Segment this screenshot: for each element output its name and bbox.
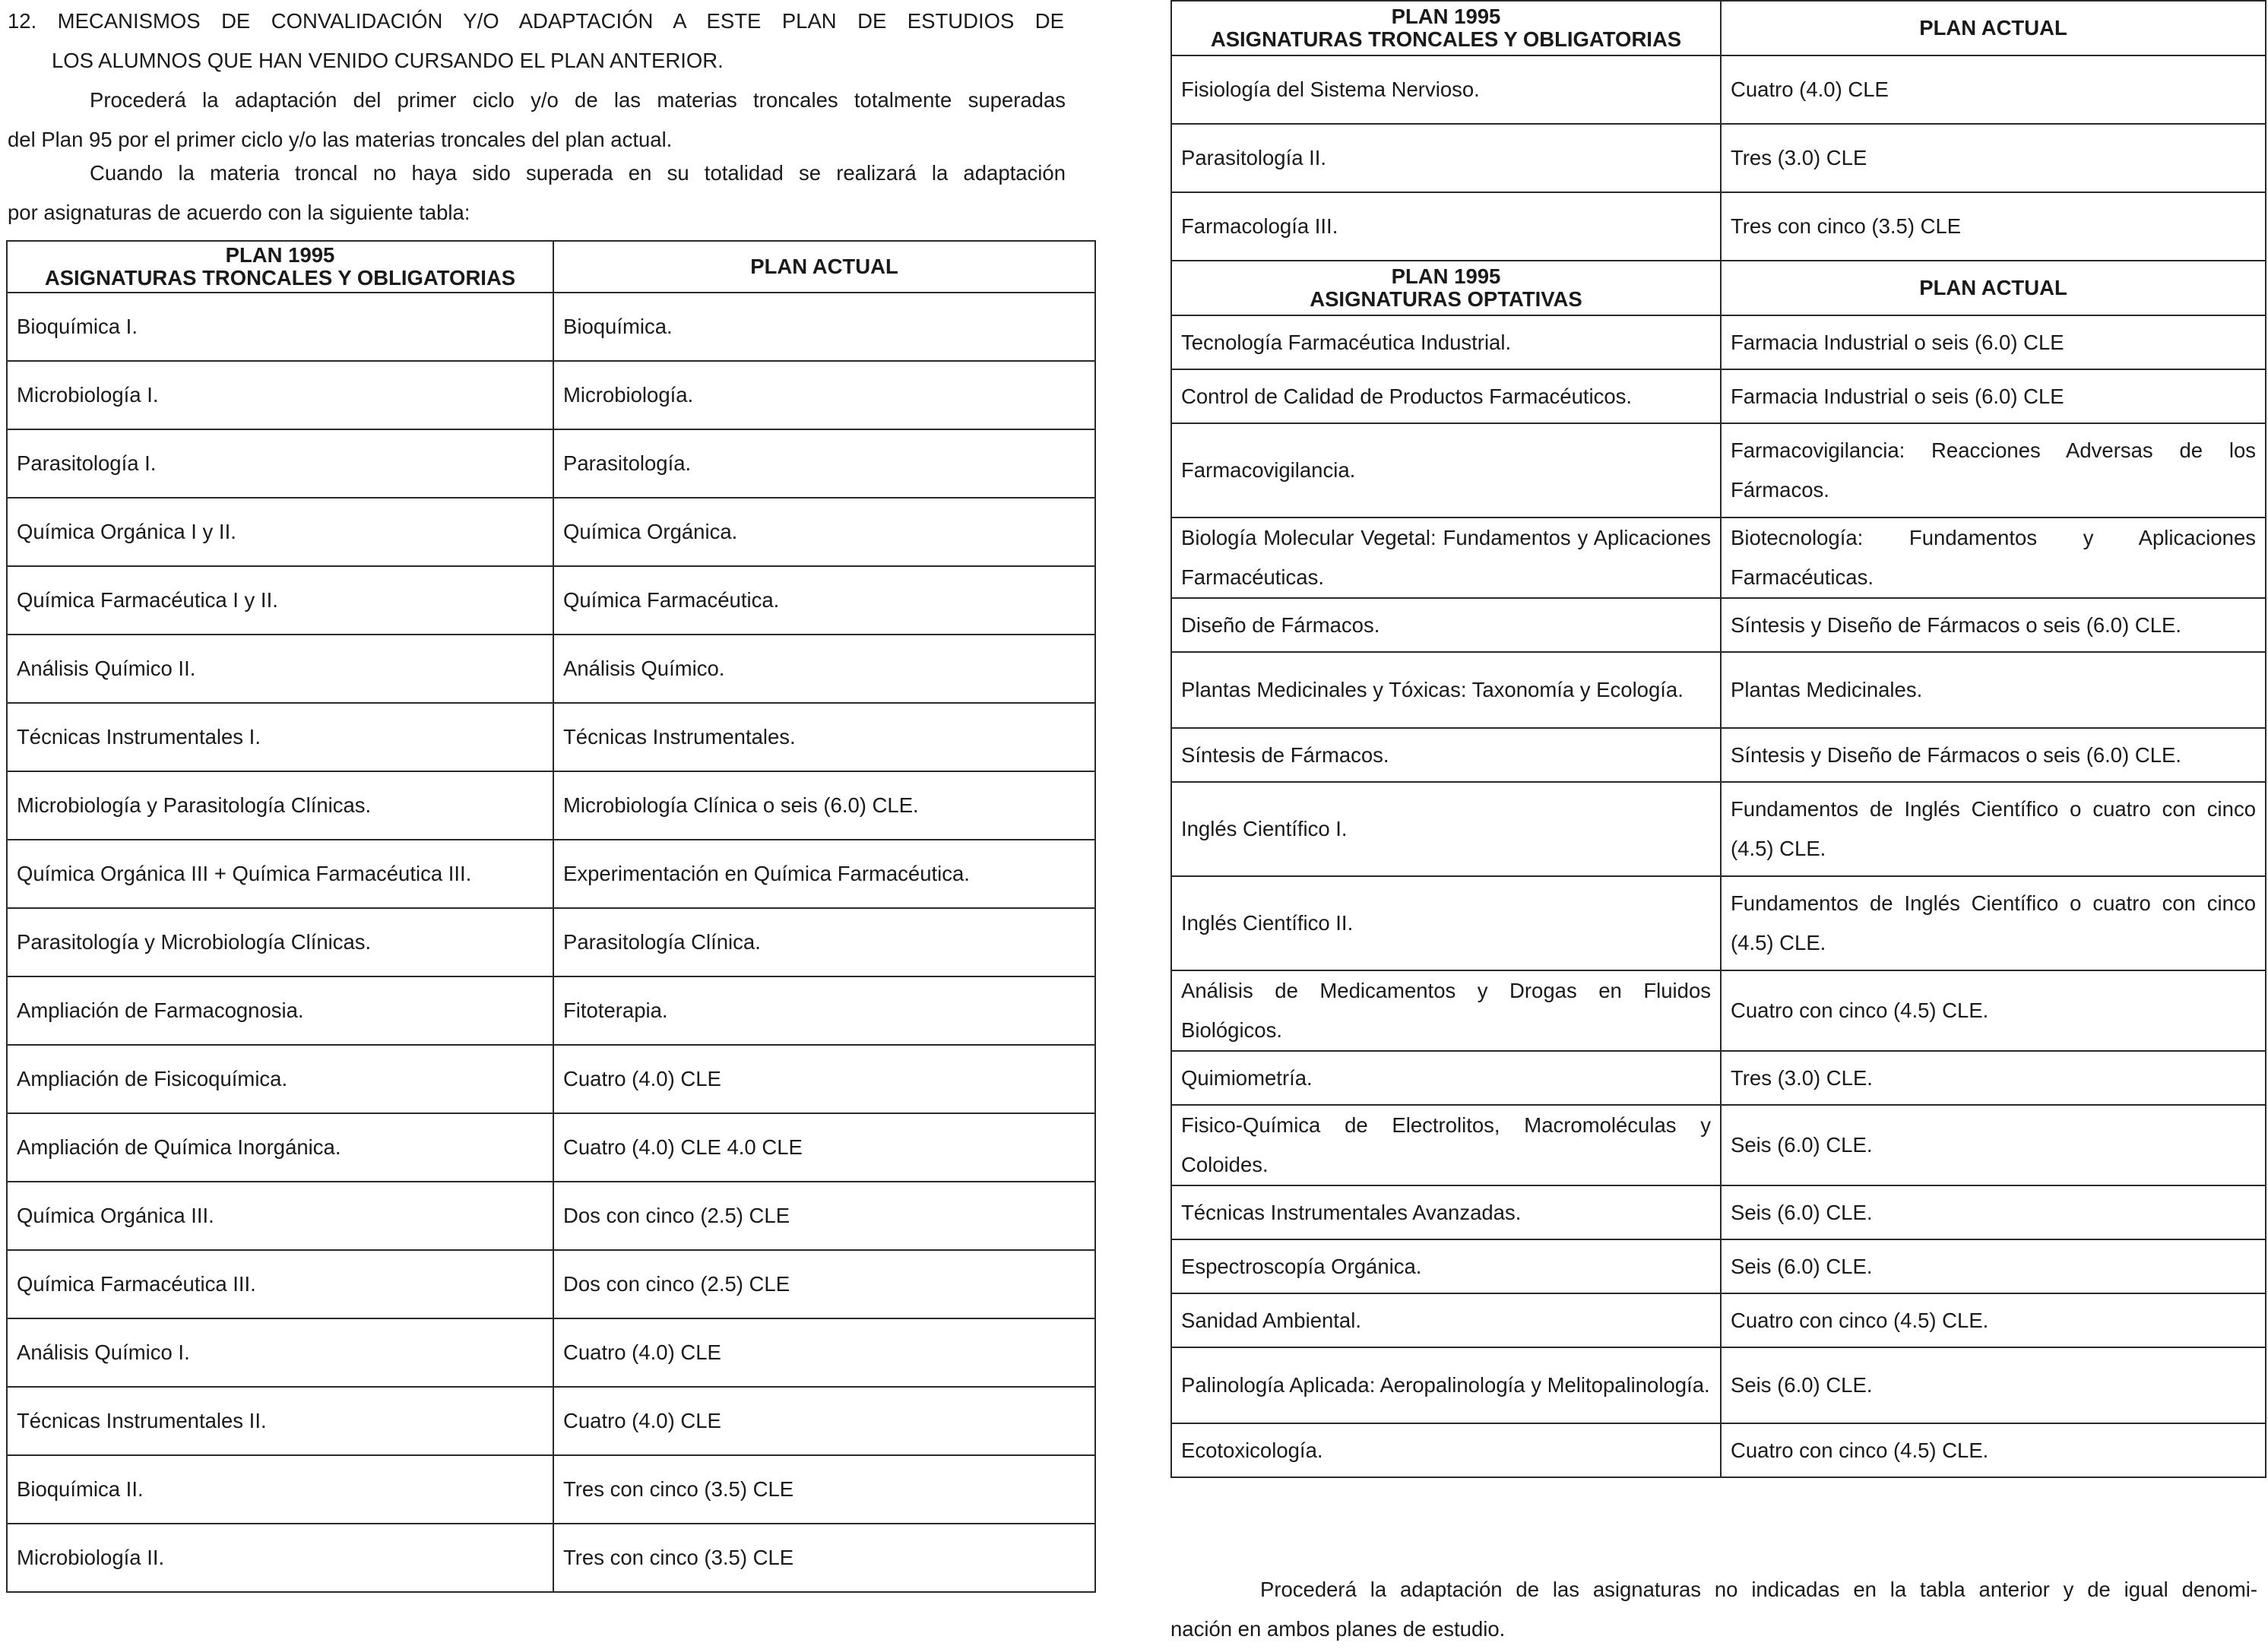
table-row	[1171, 1051, 2266, 1105]
cell-plan-actual: Microbiología Clínica o seis (6.0) CLE.	[553, 771, 1095, 840]
cell-plan1995: Ampliación de Fisicoquímica.	[7, 1045, 553, 1113]
cell-plan-actual: Tres con cinco (3.5) CLE	[553, 1524, 1095, 1592]
table-row	[1171, 1293, 2266, 1347]
cell-plan-actual: Seis (6.0) CLE.	[1721, 1239, 2266, 1293]
table-row	[1171, 1105, 2266, 1185]
table-row	[1171, 728, 2266, 782]
cell-plan1995: Parasitología I.	[7, 429, 553, 498]
table-row	[7, 566, 1095, 635]
table-row	[1171, 652, 2266, 728]
cell-plan1995: Síntesis de Fármacos.	[1171, 728, 1721, 782]
cell-plan1995: Ecotoxicología.	[1171, 1423, 1721, 1477]
cell-plan-actual: Fitoterapia.	[553, 976, 1095, 1045]
adaptation-table-troncales	[6, 240, 1096, 1593]
table-row	[1171, 1239, 2266, 1293]
heading-line: 12. MECANISMOS DE CONVALIDACIÓN Y/O ADAPTACIÓN A ESTE PLAN DE ESTUDIOS DE	[8, 9, 1064, 33]
cell-plan-actual: Química Farmacéutica.	[553, 566, 1095, 635]
table-row	[1171, 315, 2266, 369]
table-row	[7, 1524, 1095, 1592]
table-row	[7, 293, 1095, 361]
table-row	[7, 1182, 1095, 1250]
column-header-plan-actual: PLAN ACTUAL	[553, 241, 1095, 293]
table-row	[7, 840, 1095, 908]
paragraph-line: del Plan 95 por el primer ciclo y/o las materias troncales del plan actual.	[8, 128, 673, 151]
cell-plan-actual: Bioquímica.	[553, 293, 1095, 361]
cell-plan-actual: Dos con cinco (2.5) CLE	[553, 1182, 1095, 1250]
cell-plan-actual: Parasitología Clínica.	[553, 908, 1095, 976]
table-header-row	[7, 241, 1095, 293]
cell-plan1995: Farmacovigilancia.	[1171, 423, 1721, 517]
table-intro-paragraph	[8, 154, 1066, 233]
cell-plan-actual: Análisis Químico.	[553, 635, 1095, 703]
table-row	[1171, 423, 2266, 517]
column-header-plan-actual: PLAN ACTUAL	[1721, 1, 2266, 55]
cell-plan-actual: Cuatro (4.0) CLE	[553, 1387, 1095, 1455]
cell-plan1995: Parasitología y Microbiología Clínicas.	[7, 908, 553, 976]
cell-plan1995: Biología Molecular Vegetal: Fundamentos y Aplicaciones Farmacéuticas.	[1171, 517, 1721, 598]
cell-plan-actual: Biotecnología: Fundamentos y Aplicaciones Farmacéuticas.	[1721, 517, 2266, 598]
cell-plan-actual: Cuatro con cinco (4.5) CLE.	[1721, 1293, 2266, 1347]
table-row	[1171, 55, 2266, 124]
cell-plan1995: Parasitología II.	[1171, 124, 1721, 192]
table-row	[7, 703, 1095, 771]
cell-plan-actual: Cuatro (4.0) CLE 4.0 CLE	[553, 1113, 1095, 1182]
table-row	[1171, 369, 2266, 423]
closing-paragraph	[1170, 1570, 2257, 1649]
cell-plan1995: Espectroscopía Orgánica.	[1171, 1239, 1721, 1293]
cell-plan-actual: Parasitología.	[553, 429, 1095, 498]
cell-plan-actual: Seis (6.0) CLE.	[1721, 1347, 2266, 1423]
table-row	[1171, 876, 2266, 970]
paragraph-line: por asignaturas de acuerdo con la siguiente tabla:	[8, 201, 470, 224]
table-row	[7, 1113, 1095, 1182]
section-heading	[8, 2, 1064, 81]
table-row	[7, 635, 1095, 703]
table-row	[7, 1045, 1095, 1113]
table-row	[7, 976, 1095, 1045]
cell-plan1995: Bioquímica I.	[7, 293, 553, 361]
table-row	[7, 429, 1095, 498]
table-row	[1171, 598, 2266, 652]
cell-plan-actual: Seis (6.0) CLE.	[1721, 1185, 2266, 1239]
cell-plan1995: Química Orgánica III + Química Farmacéutica III.	[7, 840, 553, 908]
cell-plan1995: Diseño de Fármacos.	[1171, 598, 1721, 652]
paragraph-line: nación en ambos planes de estudio.	[1170, 1617, 1506, 1641]
cell-plan-actual: Química Orgánica.	[553, 498, 1095, 566]
table-row	[1171, 782, 2266, 876]
cell-plan1995: Química Farmacéutica I y II.	[7, 566, 553, 635]
cell-plan-actual: Cuatro con cinco (4.5) CLE.	[1721, 1423, 2266, 1477]
cell-plan1995: Análisis Químico II.	[7, 635, 553, 703]
cell-plan1995: Análisis Químico I.	[7, 1318, 553, 1387]
cell-plan1995: Microbiología I.	[7, 361, 553, 429]
adaptation-table-continued	[1170, 0, 2266, 1478]
cell-plan1995: Bioquímica II.	[7, 1455, 553, 1524]
paragraph-line: Procederá la adaptación del primer ciclo y/o de las materias troncales totalmente superadas	[90, 88, 1066, 112]
cell-plan-actual: Técnicas Instrumentales.	[553, 703, 1095, 771]
cell-plan1995: Microbiología y Parasitología Clínicas.	[7, 771, 553, 840]
table-row	[7, 1455, 1095, 1524]
cell-plan1995: Inglés Científico I.	[1171, 782, 1721, 876]
table-row	[7, 771, 1095, 840]
cell-plan1995: Sanidad Ambiental.	[1171, 1293, 1721, 1347]
cell-plan1995: Fisico-Química de Electrolitos, Macromoléculas y Coloides.	[1171, 1105, 1721, 1185]
cell-plan-actual: Tres con cinco (3.5) CLE	[1721, 192, 2266, 261]
cell-plan-actual: Cuatro con cinco (4.5) CLE.	[1721, 970, 2266, 1051]
column-header-plan-actual: PLAN ACTUAL	[1721, 261, 2266, 315]
cell-plan-actual: Cuatro (4.0) CLE	[1721, 55, 2266, 124]
cell-plan-actual: Seis (6.0) CLE.	[1721, 1105, 2266, 1185]
table-row	[7, 1318, 1095, 1387]
cell-plan-actual: Farmacovigilancia: Reacciones Adversas de los Fármacos.	[1721, 423, 2266, 517]
table-row	[1171, 517, 2266, 598]
cell-plan1995: Farmacología III.	[1171, 192, 1721, 261]
heading-line: LOS ALUMNOS QUE HAN VENIDO CURSANDO EL PLAN ANTERIOR.	[52, 49, 724, 72]
cell-plan1995: Química Orgánica I y II.	[7, 498, 553, 566]
table-row	[7, 361, 1095, 429]
table-row	[7, 498, 1095, 566]
cell-plan1995: Quimiometría.	[1171, 1051, 1721, 1105]
cell-plan1995: Técnicas Instrumentales II.	[7, 1387, 553, 1455]
column-header-plan1995: PLAN 1995 ASIGNATURAS TRONCALES Y OBLIGATORIAS	[1171, 1, 1721, 55]
table-row	[1171, 1185, 2266, 1239]
column-header-plan1995: PLAN 1995 ASIGNATURAS TRONCALES Y OBLIGATORIAS	[7, 241, 553, 293]
table-row	[1171, 192, 2266, 261]
cell-plan1995: Química Orgánica III.	[7, 1182, 553, 1250]
cell-plan1995: Palinología Aplicada: Aeropalinología y Melitopalinología.	[1171, 1347, 1721, 1423]
table-row	[1171, 970, 2266, 1051]
table-row	[7, 908, 1095, 976]
cell-plan-actual: Síntesis y Diseño de Fármacos o seis (6.0) CLE.	[1721, 598, 2266, 652]
table-row	[1171, 124, 2266, 192]
cell-plan-actual: Cuatro (4.0) CLE	[553, 1318, 1095, 1387]
cell-plan1995: Técnicas Instrumentales Avanzadas.	[1171, 1185, 1721, 1239]
table-row	[7, 1387, 1095, 1455]
cell-plan1995: Control de Calidad de Productos Farmacéuticos.	[1171, 369, 1721, 423]
table-row	[7, 1250, 1095, 1318]
cell-plan1995: Plantas Medicinales y Tóxicas: Taxonomía y Ecología.	[1171, 652, 1721, 728]
cell-plan1995: Ampliación de Farmacognosia.	[7, 976, 553, 1045]
cell-plan-actual: Cuatro (4.0) CLE	[553, 1045, 1095, 1113]
table-header-row	[1171, 261, 2266, 315]
table-row	[1171, 1347, 2266, 1423]
cell-plan1995: Química Farmacéutica III.	[7, 1250, 553, 1318]
cell-plan-actual: Farmacia Industrial o seis (6.0) CLE	[1721, 315, 2266, 369]
cell-plan-actual: Plantas Medicinales.	[1721, 652, 2266, 728]
cell-plan1995: Técnicas Instrumentales I.	[7, 703, 553, 771]
cell-plan-actual: Experimentación en Química Farmacéutica.	[553, 840, 1095, 908]
cell-plan-actual: Tres (3.0) CLE	[1721, 124, 2266, 192]
paragraph-line: Procederá la adaptación de las asignaturas no indicadas en la tabla anterior y de igual denomi-	[1260, 1578, 2257, 1601]
cell-plan-actual: Fundamentos de Inglés Científico o cuatro con cinco (4.5) CLE.	[1721, 876, 2266, 970]
cell-plan-actual: Fundamentos de Inglés Científico o cuatro con cinco (4.5) CLE.	[1721, 782, 2266, 876]
cell-plan1995: Ampliación de Química Inorgánica.	[7, 1113, 553, 1182]
cell-plan-actual: Tres (3.0) CLE.	[1721, 1051, 2266, 1105]
cell-plan1995: Microbiología II.	[7, 1524, 553, 1592]
cell-plan-actual: Tres con cinco (3.5) CLE	[553, 1455, 1095, 1524]
cell-plan-actual: Dos con cinco (2.5) CLE	[553, 1250, 1095, 1318]
cell-plan1995: Fisiología del Sistema Nervioso.	[1171, 55, 1721, 124]
paragraph-line: Cuando la materia troncal no haya sido superada en su totalidad se realizará la adaptación	[90, 161, 1066, 185]
column-header-plan1995-optativas: PLAN 1995 ASIGNATURAS OPTATIVAS	[1171, 261, 1721, 315]
table-header-row	[1171, 1, 2266, 55]
cell-plan-actual: Farmacia Industrial o seis (6.0) CLE	[1721, 369, 2266, 423]
cell-plan-actual: Microbiología.	[553, 361, 1095, 429]
intro-paragraph	[8, 81, 1066, 160]
cell-plan-actual: Síntesis y Diseño de Fármacos o seis (6.0) CLE.	[1721, 728, 2266, 782]
table-row	[1171, 1423, 2266, 1477]
cell-plan1995: Inglés Científico II.	[1171, 876, 1721, 970]
cell-plan1995: Tecnología Farmacéutica Industrial.	[1171, 315, 1721, 369]
cell-plan1995: Análisis de Medicamentos y Drogas en Fluidos Biológicos.	[1171, 970, 1721, 1051]
